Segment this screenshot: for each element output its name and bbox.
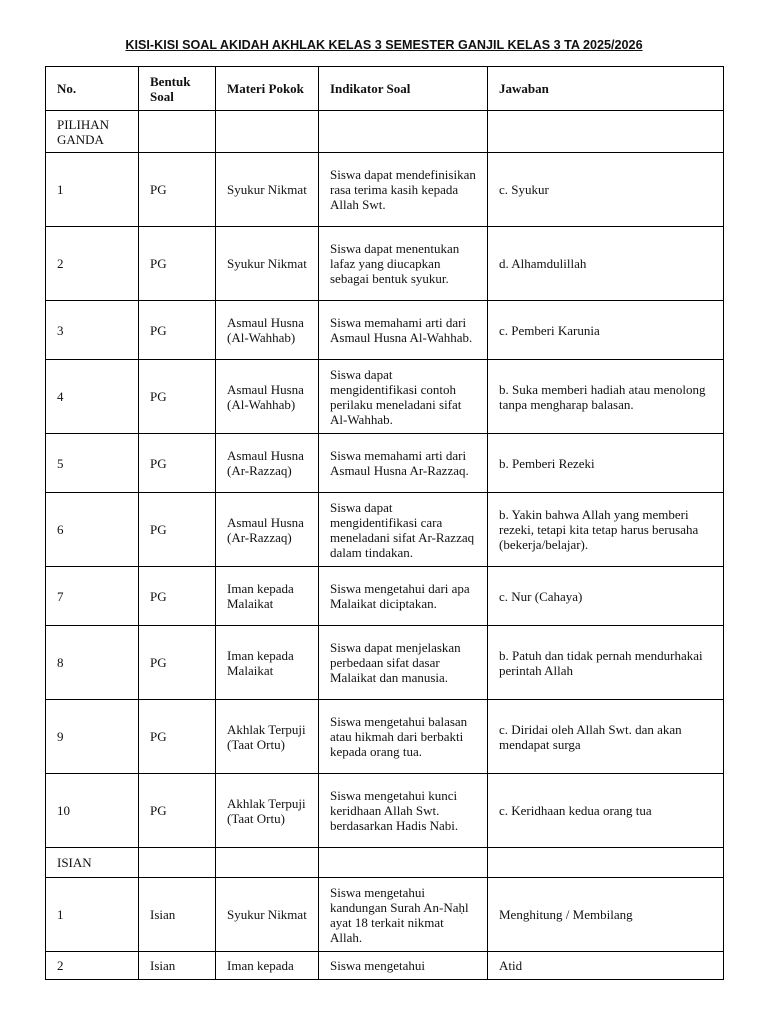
cell-no: 1 bbox=[46, 153, 139, 227]
cell-jawaban: b. Yakin bahwa Allah yang memberi rezeki, tetapi kita tetap harus berusaha (bekerja/belajar). bbox=[488, 493, 724, 567]
header-indikator-soal: Indikator Soal bbox=[319, 67, 488, 111]
kisi-kisi-table bbox=[45, 66, 724, 980]
table-row bbox=[46, 774, 724, 848]
cell-no: 4 bbox=[46, 360, 139, 434]
cell-indikator: Siswa mengetahui balasan atau hikmah dari berbakti kepada orang tua. bbox=[319, 700, 488, 774]
cell-no: 7 bbox=[46, 567, 139, 626]
document-title: KISI-KISI SOAL AKIDAH AKHLAK KELAS 3 SEMESTER GANJIL KELAS 3 TA 2025/2026 bbox=[125, 38, 643, 52]
cell-materi: Iman kepada bbox=[216, 952, 319, 980]
section-row-pilihan-ganda bbox=[46, 111, 724, 153]
cell-bentuk: PG bbox=[139, 360, 216, 434]
cell-bentuk: PG bbox=[139, 227, 216, 301]
cell-no: 2 bbox=[46, 227, 139, 301]
cell-indikator: Siswa dapat menjelaskan perbedaan sifat dasar Malaikat dan manusia. bbox=[319, 626, 488, 700]
cell-jawaban: b. Patuh dan tidak pernah mendurhakai perintah Allah bbox=[488, 626, 724, 700]
cell-indikator: Siswa dapat mengidentifikasi contoh perilaku meneladani sifat Al-Wahhab. bbox=[319, 360, 488, 434]
cell-bentuk: PG bbox=[139, 626, 216, 700]
cell-bentuk: PG bbox=[139, 434, 216, 493]
cell-bentuk: PG bbox=[139, 567, 216, 626]
cell-bentuk: Isian bbox=[139, 878, 216, 952]
cell-indikator: Siswa mengetahui kunci keridhaan Allah Swt. berdasarkan Hadis Nabi. bbox=[319, 774, 488, 848]
cell-indikator: Siswa mengetahui dari apa Malaikat diciptakan. bbox=[319, 567, 488, 626]
header-jawaban: Jawaban bbox=[488, 67, 724, 111]
cell-jawaban: c. Keridhaan kedua orang tua bbox=[488, 774, 724, 848]
cell-no: 9 bbox=[46, 700, 139, 774]
table-row bbox=[46, 360, 724, 434]
cell-jawaban: Atid bbox=[488, 952, 724, 980]
section-label: PILIHAN GANDA bbox=[46, 111, 139, 153]
cell-bentuk: PG bbox=[139, 700, 216, 774]
cell-materi: Syukur Nikmat bbox=[216, 878, 319, 952]
cell-indikator: Siswa dapat mendefinisikan rasa terima kasih kepada Allah Swt. bbox=[319, 153, 488, 227]
cell-indikator: Siswa dapat menentukan lafaz yang diucapkan sebagai bentuk syukur. bbox=[319, 227, 488, 301]
cell-jawaban: b. Pemberi Rezeki bbox=[488, 434, 724, 493]
cell-materi: Syukur Nikmat bbox=[216, 153, 319, 227]
cell-bentuk: PG bbox=[139, 774, 216, 848]
cell-bentuk: PG bbox=[139, 493, 216, 567]
cell-jawaban: c. Syukur bbox=[488, 153, 724, 227]
cell-no: 1 bbox=[46, 878, 139, 952]
cell-indikator: Siswa memahami arti dari Asmaul Husna Ar-Razzaq. bbox=[319, 434, 488, 493]
cell-no: 6 bbox=[46, 493, 139, 567]
cell-bentuk: PG bbox=[139, 153, 216, 227]
table-row bbox=[46, 952, 724, 980]
cell-materi: Asmaul Husna (Ar-Razzaq) bbox=[216, 493, 319, 567]
cell-no: 2 bbox=[46, 952, 139, 980]
cell-jawaban: d. Alhamdulillah bbox=[488, 227, 724, 301]
cell-no: 3 bbox=[46, 301, 139, 360]
cell-indikator: Siswa dapat mengidentifikasi cara meneladani sifat Ar-Razzaq dalam tindakan. bbox=[319, 493, 488, 567]
cell-materi: Iman kepada Malaikat bbox=[216, 567, 319, 626]
cell-jawaban: b. Suka memberi hadiah atau menolong tanpa mengharap balasan. bbox=[488, 360, 724, 434]
table-row bbox=[46, 434, 724, 493]
cell-materi: Asmaul Husna (Al-Wahhab) bbox=[216, 360, 319, 434]
table-row bbox=[46, 700, 724, 774]
cell-materi: Iman kepada Malaikat bbox=[216, 626, 319, 700]
cell-no: 8 bbox=[46, 626, 139, 700]
table-row bbox=[46, 878, 724, 952]
header-no: No. bbox=[46, 67, 139, 111]
cell-jawaban: Menghitung / Membilang bbox=[488, 878, 724, 952]
section-label: ISIAN bbox=[46, 848, 139, 878]
table-row bbox=[46, 567, 724, 626]
header-bentuk-soal: Bentuk Soal bbox=[139, 67, 216, 111]
cell-jawaban: c. Diridai oleh Allah Swt. dan akan mendapat surga bbox=[488, 700, 724, 774]
cell-no: 10 bbox=[46, 774, 139, 848]
cell-jawaban: c. Pemberi Karunia bbox=[488, 301, 724, 360]
table-row bbox=[46, 626, 724, 700]
header-materi-pokok: Materi Pokok bbox=[216, 67, 319, 111]
cell-jawaban: c. Nur (Cahaya) bbox=[488, 567, 724, 626]
section-row-isian bbox=[46, 848, 724, 878]
cell-materi: Asmaul Husna (Ar-Razzaq) bbox=[216, 434, 319, 493]
cell-bentuk: Isian bbox=[139, 952, 216, 980]
cell-indikator: Siswa mengetahui bbox=[319, 952, 488, 980]
cell-materi: Akhlak Terpuji (Taat Ortu) bbox=[216, 700, 319, 774]
cell-no: 5 bbox=[46, 434, 139, 493]
table-row bbox=[46, 227, 724, 301]
table-row bbox=[46, 153, 724, 227]
table-row bbox=[46, 493, 724, 567]
cell-bentuk: PG bbox=[139, 301, 216, 360]
cell-materi: Akhlak Terpuji (Taat Ortu) bbox=[216, 774, 319, 848]
header-row bbox=[46, 67, 724, 111]
cell-materi: Syukur Nikmat bbox=[216, 227, 319, 301]
cell-materi: Asmaul Husna (Al-Wahhab) bbox=[216, 301, 319, 360]
cell-indikator: Siswa memahami arti dari Asmaul Husna Al-Wahhab. bbox=[319, 301, 488, 360]
table-row bbox=[46, 301, 724, 360]
cell-indikator: Siswa mengetahui kandungan Surah An-Naḥl ayat 18 terkait nikmat Allah. bbox=[319, 878, 488, 952]
